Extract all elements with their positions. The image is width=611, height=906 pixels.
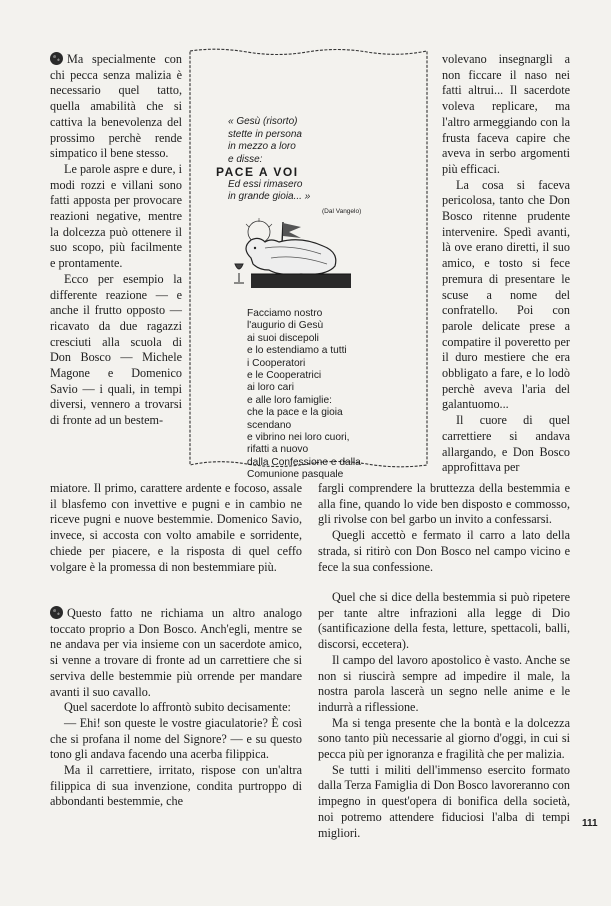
- paragraph: Quegli accettò e fermato il carro a lato della strada, si ritirò con Don Bosco nel campo vicino e fece la sua confessione.: [318, 528, 570, 574]
- dedication-line: e le Cooperatrici: [247, 370, 322, 382]
- paragraph: miatore. Il primo, carattere ardente e focoso, assale il blasfemo con invettive e pugni e in cambio ne riceve pugni e nuove bestemmie. Domenico Savio, invece, si accosta con volto amabile e sorridente, chiede per piacere, e la risposta di quel ceffo volgare è la promessa di non bestemmiare più.: [50, 481, 302, 574]
- dedication-line: l'augurio di Gesù: [247, 320, 324, 332]
- paragraph: Ecco per esempio la differente reazione — e anche il frutto opposto — ricavato da due ragazzi cresciuti alla scuola di Don Bosco — Michele Magone e Domenico Savio — i quali, in tempi diversi, vennero a trovarsi di fronte ad un bestem-: [50, 271, 182, 428]
- paragraph: fargli comprendere la bruttezza della bestemmia e alla fine, quando lo vide ben disposto e commosso, gli rivolse con bel garbo un invito a confessarsi.: [318, 481, 570, 527]
- paragraph: Il cuore di quel carrettiere si andava allargando, e Don Bosco approfittava per: [442, 413, 570, 475]
- paragraph: — Ehi! son queste le vostre giaculatorie? È così che si profana il nome del Signore? — e su questo tono gli andava facendo una acerba filippica.: [50, 715, 302, 762]
- paragraph: La cosa si faceva pericolosa, tanto che Don Bosco ritenne prudente intervenire. Spedì avanti, là ove erano diretti, il suo amico, e tosto si fece premura di presentare le scuse a nome del confratello. Poi con parole delicate prese a compatire il poveretto per il duro mestiere che era obbligato a fare, e lo lodò perchè aveva l'aria del galantuomo...: [442, 177, 570, 412]
- paragraph: Quel che si dice della bestemmia si può ripetere per tante altre infrazioni alla legge di Dio (santificazione della festa, letture, spettacoli, balli, discorsi, eccetera).: [318, 590, 570, 652]
- dedication-line: ai suoi discepoli: [247, 332, 319, 344]
- headline: PACE A VOI: [216, 165, 299, 179]
- paragraph: Ma si tenga presente che la bontà e la dolcezza sono tanto più necessarie al giorno d'oggi, in cui si pecca più per ignoranza e fragilità che per malizia.: [318, 715, 570, 762]
- paragraph: volevano insegnargli a non ficcare il naso nei fatti altrui... Il sacerdote voleva replicare, ma l'altro armeggiando con la frusta faceva capire che aveva in serbo argomenti più efficaci.: [442, 52, 570, 176]
- bullet-icon: [50, 52, 63, 65]
- right-wide-text: [318, 481, 570, 575]
- dedication-line: Comunione pasquale: [247, 469, 344, 481]
- dedication-line: e lo estendiamo a tutti: [247, 345, 347, 357]
- paragraph: Il campo del lavoro apostolico è vasto. Anche se non si riuscirà sempre ad impedire il male, la nostra parola lascerà un segno nelle anime e le indurrà a riflessione.: [318, 652, 570, 714]
- dedication-line: e vibrino nei loro cuori,: [247, 432, 350, 444]
- paragraph: Questo fatto ne richiama un altro analogo toccato proprio a Don Bosco. Anch'egli, mentre se ne andava per via insieme con un sacerdote amico, si venne a trovare di fronte ad un carrettiere che si serviva delle bestemmie più orrende per mandare avanti il suo cavallo.: [50, 606, 302, 699]
- paragraph: Le parole aspre e dure, i modi rozzi e villani sono fatti apposta per provocare reazioni negative, mentre la dolcezza può ottenere il suo scopo, più facilmente e prontamente.: [50, 161, 182, 271]
- quote-line: stette in persona: [228, 128, 302, 140]
- dedication-line: i Cooperatori: [247, 357, 306, 369]
- quote-line: in grande gioia... »: [228, 191, 311, 202]
- dedication-line: scendano: [247, 419, 292, 431]
- paragraph: Ma il carrettiere, irritato, rispose con un'altra filippica di sua invenzione, condita purtroppo di abbondanti bestemmie, che: [50, 763, 302, 809]
- right-column: [442, 52, 570, 476]
- quote-line: e disse:: [228, 153, 263, 165]
- quote-line: « Gesù (risorto): [228, 116, 298, 127]
- dedication-line: Facciamo nostro: [247, 308, 323, 319]
- dedication-line: che la pace e la gioia: [247, 407, 343, 419]
- paragraph: Ma specialmente con chi pecca senza malizia è necessario quel tatto, quella amabilità che si cattiva la benevolenza del prossimo perchè rende simpatico il bene stesso.: [50, 52, 182, 161]
- quote-line: Ed essi rimasero: [228, 178, 303, 190]
- page-number: 111: [582, 818, 598, 829]
- easter-greeting-box: [187, 48, 430, 481]
- dedication-line: rifatti a nuovo: [247, 444, 309, 456]
- quote-line: in mezzo a loro: [228, 141, 296, 152]
- left-column: [50, 52, 182, 429]
- dedication-line: ai loro cari: [247, 382, 294, 394]
- dedication-text: [247, 308, 427, 482]
- right-bottom-column: [318, 590, 570, 841]
- left-wide-text: [50, 481, 302, 575]
- dedication-line: e alle loro famiglie:: [247, 394, 332, 406]
- left-bottom-column: [50, 606, 302, 810]
- quote-source: (Dal Vangelo): [322, 208, 362, 215]
- dedication-line: dalla Confessione e dalla: [247, 456, 361, 468]
- paragraph: Quel sacerdote lo affrontò subito decisamente:: [64, 700, 291, 715]
- paragraph: Se tutti i militi dell'immenso esercito formato dalla Terza Famiglia di Don Bosco lavoreranno con impegno in quest'opera di bonifica della società, noi potremo attendere fiduciosi l'alba di tempi migliori.: [318, 762, 570, 840]
- bullet-icon: [50, 606, 63, 619]
- lamb-illustration: [231, 218, 356, 298]
- gospel-quote: [216, 116, 418, 204]
